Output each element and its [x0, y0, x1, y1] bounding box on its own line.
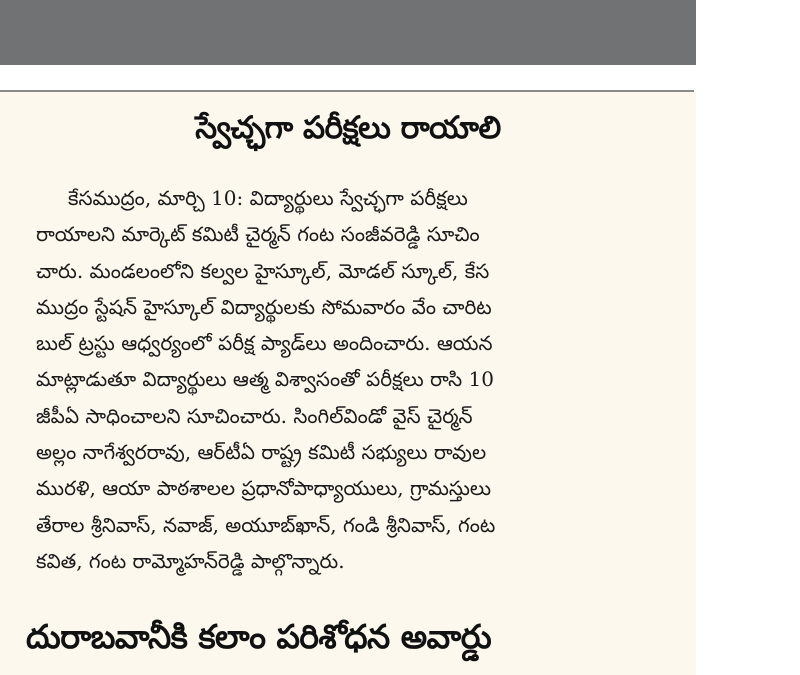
previous-article-banner	[0, 0, 696, 65]
article-headline: స్వేచ్ఛగా పరీక్షలు రాయాలి	[195, 110, 501, 146]
article-line: అల్లం నాగేశ్వరరావు, ఆర్‌టీఏ రాష్ట్ర కమిటీ సభ్యులు రావుల	[36, 440, 487, 465]
article-line: మాట్లాడుతూ విద్యార్థులు ఆత్మ విశ్వాసంతో పరీక్షలు రాసి 10	[36, 367, 494, 392]
article-line: రాయాలని మార్కెట్ కమిటీ చైర్మన్ గంట సంజీవరెడ్డి సూచిం	[36, 222, 480, 247]
article-line: తేరాల శ్రీనివాస్, నవాజ్, అయూబ్‌ఖాన్, గండి శ్రీనివాస్, గంట	[36, 512, 496, 537]
article-line: మురళి, ఆయా పాఠశాలల ప్రధానోపాధ్యాయులు, గ్రామస్తులు	[36, 476, 491, 501]
next-article-headline: దురాబవానీకి కలాం పరిశోధన అవార్డు	[26, 617, 492, 656]
article-line: చారు. మండలంలోని కల్వల హైస్కూల్, మోడల్ స్కూల్, కేస	[36, 258, 490, 283]
article-line: కవిత, గంట రామ్మోహన్‌రెడ్డి పాల్గొన్నారు.	[36, 548, 345, 573]
news-article	[0, 92, 696, 675]
article-line: కేసముద్రం, మార్చి 10: విద్యార్థులు స్వేచ్ఛగా పరీక్షలు	[68, 186, 468, 210]
article-line: ముద్రం స్టేషన్ హైస్కూల్ విద్యార్థులకు సోమవారం వేం చారిట	[36, 294, 492, 319]
article-line: జీపీఏ సాధించాలని సూచించారు. సింగిల్‌విండో వైస్ చైర్మన్	[36, 403, 473, 428]
article-body	[36, 180, 676, 579]
article-line: బుల్ ట్రస్టు ఆధ్వర్యంలో పరీక్ష ప్యాడ్‌లు అందించారు. ఆయన	[36, 331, 493, 356]
